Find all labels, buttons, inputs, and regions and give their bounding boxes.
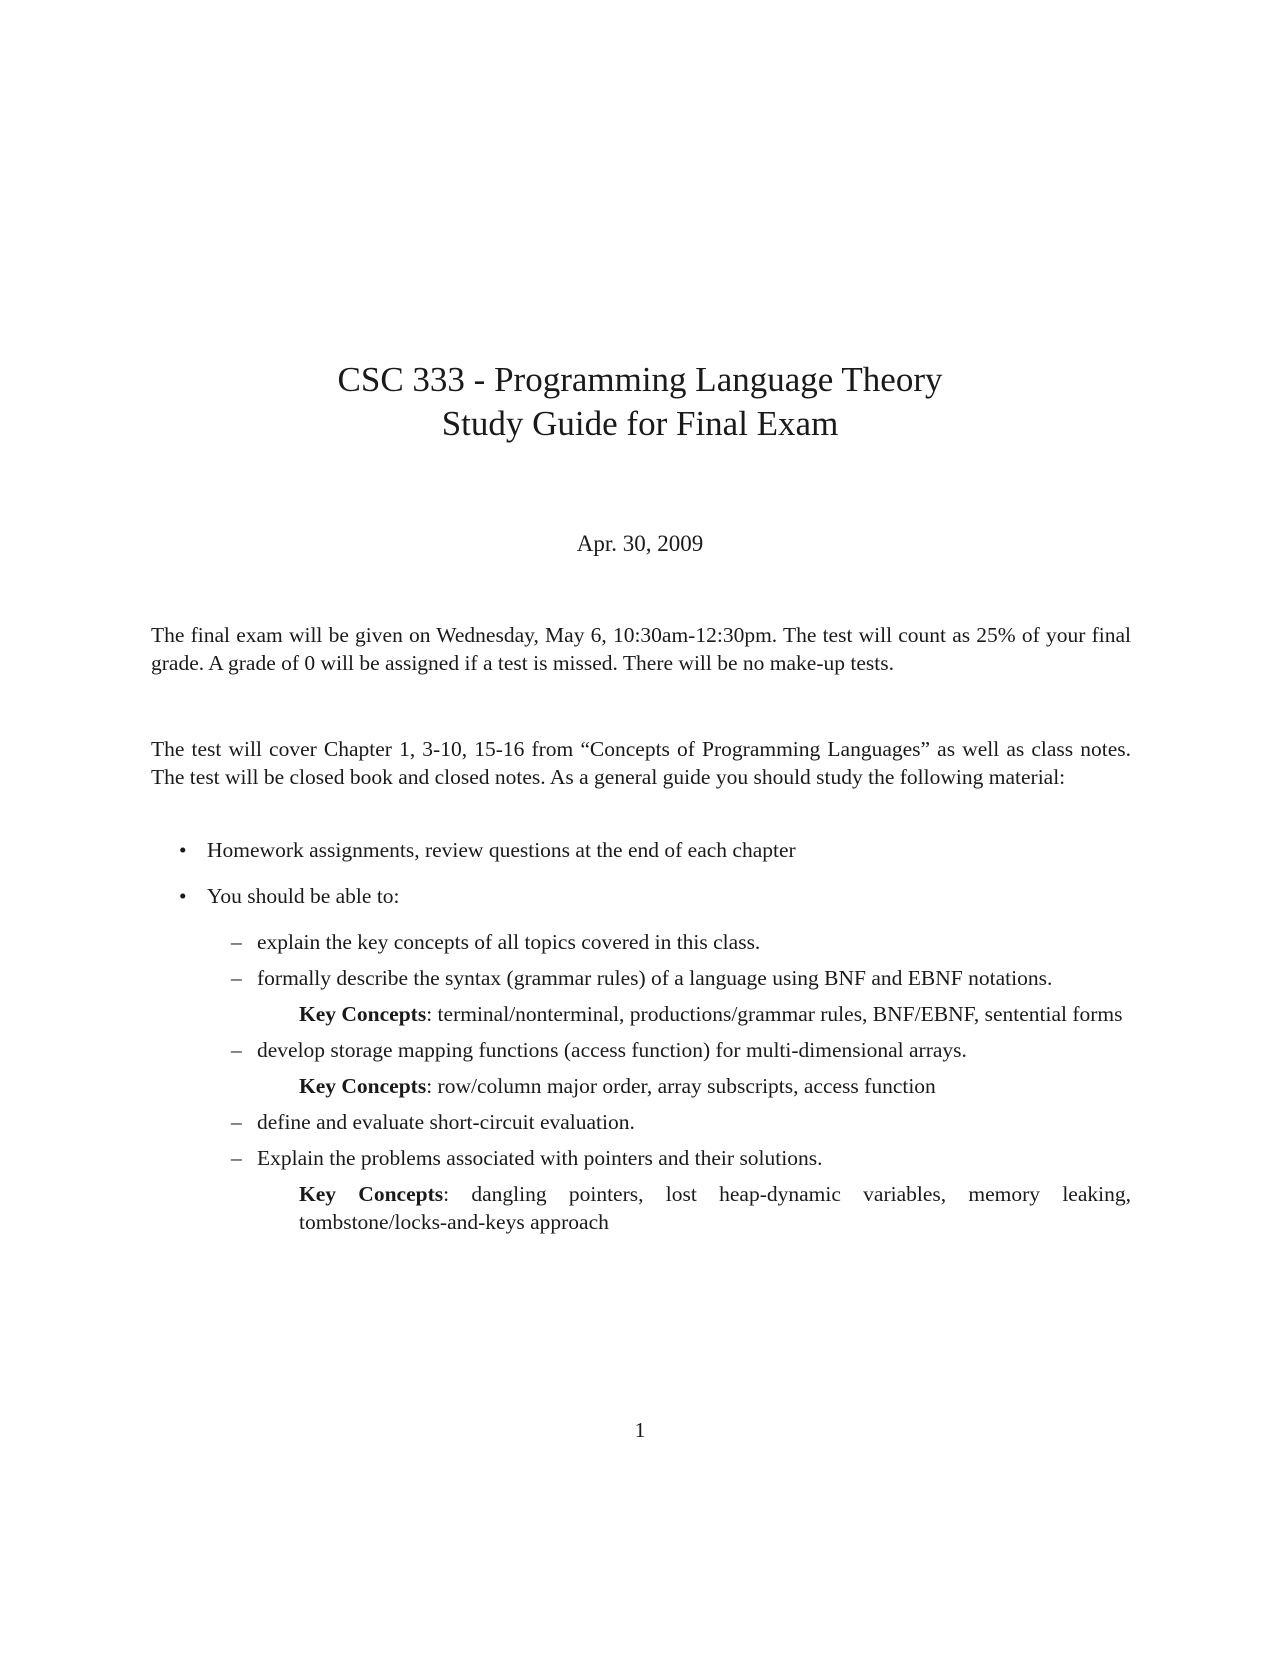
key-concepts-text: : terminal/nonterminal, productions/grammar rules, BNF/EBNF, sentential forms [426, 1002, 1123, 1026]
key-concepts-text: : row/column major order, array subscripts, access function [426, 1074, 936, 1098]
sublist-item-text: develop storage mapping functions (access function) for multi-dimensional arrays. [257, 1038, 967, 1062]
list-item [151, 882, 1131, 1236]
sublist-item-text: formally describe the syntax (grammar rules) of a language using BNF and EBNF notations. [257, 966, 1053, 990]
list-item-text: You should be able to: [207, 884, 400, 908]
list-item [151, 836, 1131, 864]
sublist-item [207, 964, 1131, 1028]
document-title [0, 358, 1280, 446]
key-concepts-text: : dangling pointers, lost heap-dynamic variables, memory leaking, tombstone/locks-and-keys approach [299, 1182, 1131, 1234]
exam-info-paragraph: The final exam will be given on Wednesday, May 6, 10:30am-12:30pm. The test will count as 25% of your final grade. A grade of 0 will be assigned if a test is missed. There will be no make-up tests. [151, 623, 1131, 675]
sublist-item-text: Explain the problems associated with pointers and their solutions. [257, 1146, 823, 1170]
sublist-item [207, 928, 1131, 956]
key-concepts-label: Key Concepts [299, 1182, 444, 1206]
dash-icon: – [231, 1146, 242, 1170]
page-number: 1 [634, 1418, 646, 1442]
dash-icon: – [231, 1038, 242, 1062]
dash-icon: – [231, 1110, 242, 1134]
sublist-item [207, 1036, 1131, 1100]
sublist-item [207, 1144, 1131, 1236]
dash-icon: – [231, 966, 242, 990]
course-title: CSC 333 - Programming Language Theory [337, 360, 943, 399]
list-item-text: Homework assignments, review questions at the end of each chapter [207, 838, 796, 862]
key-concepts [299, 1000, 1131, 1028]
key-concepts-label: Key Concepts [299, 1074, 427, 1098]
guide-title: Study Guide for Final Exam [441, 404, 839, 443]
dash-icon: – [231, 930, 242, 954]
sublist-item-text: define and evaluate short-circuit evaluation. [257, 1110, 635, 1134]
key-concepts-label: Key Concepts [299, 1002, 427, 1026]
skills-sublist [207, 928, 1131, 1236]
key-concepts [299, 1180, 1131, 1236]
key-concepts [299, 1072, 1131, 1100]
document-date: Apr. 30, 2009 [576, 531, 704, 556]
sublist-item [207, 1108, 1131, 1136]
bullet-icon: • [179, 838, 187, 862]
bullet-icon: • [179, 884, 187, 908]
coverage-paragraph: The test will cover Chapter 1, 3-10, 15-16 from “Concepts of Programming Languages” as well as class notes. The test will be closed book and closed notes. As a general guide you should study the following material: [151, 737, 1131, 789]
study-material-list [151, 836, 1131, 1254]
sublist-item-text: explain the key concepts of all topics covered in this class. [257, 930, 761, 954]
